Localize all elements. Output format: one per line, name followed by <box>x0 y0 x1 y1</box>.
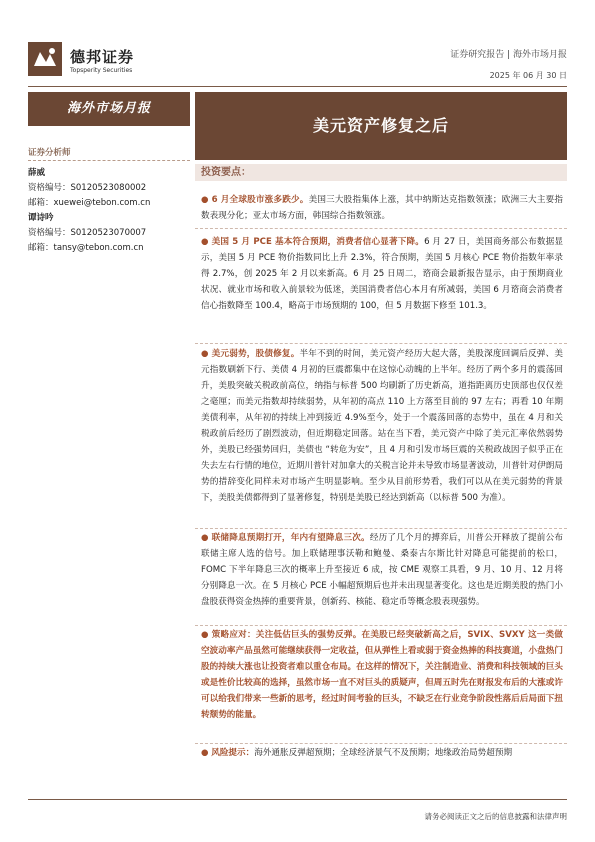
key-point-5 <box>201 627 563 723</box>
analyst-email[interactable]: 邮箱：xuewei@tebon.com.cn <box>28 198 151 208</box>
section-divider <box>195 528 567 529</box>
bullet-icon: ● <box>201 237 212 247</box>
bullet-icon: ● <box>201 349 212 359</box>
logo-name-en: Topsperity Securities <box>70 67 133 74</box>
key-points-heading: 投资要点： <box>201 167 251 178</box>
logo-name-cn: 德邦证券 <box>70 48 135 66</box>
key-point-4 <box>201 530 563 610</box>
analyst-cert: 资格编号：S0120523080002 <box>28 183 147 193</box>
key-point-emphasis: 关注低估巨头的强势反弹。在美股已经突破新高之后，SVIX、SVXY 这一类做空波动率产品虽然可能继续获得一定收益，但从弹性上看或弱于资金热捧的科技赛道，小盘热门股的持续大涨也让投资者难以重仓布局。在这样的情况下，关注制造业、消费和科技领域的巨头或是性价比较高的选择，虽然市场一直不对巨头的质疑声，但周五时先在财报发布后的大涨或许可以给我们带来一些新的思考，经过时间考验的巨头，不缺乏在行业竞争阶段性落后后局面下扭转颓势的能量。 <box>201 630 563 720</box>
section-divider <box>195 228 567 229</box>
key-point-body: 美国三大股指集体上涨，其中纳斯达克指数领涨；欧洲三大主要指数表现分化；亚太市场方面，韩国综合指数领涨。 <box>201 195 563 221</box>
key-point-body: 经历了几个月的搏弈后，川普公开释放了提前公布联储主席人选的信号。加上联储理事沃勒和鲍曼、桑泰古尔斯比针对降息可能提前的松口，FOMC 下半年降息三次的概率上升至接近 6 成，按 CME 观察工具看，9 月、10 月、12 月将分别降息一次。在 5 月核心 PCE 小幅超预期后也并未出现显著变化。这也是近期美股的热门小盘股获得资金热捧的重要背景，创新药、核能、稳定币等概念股表现强势。 <box>201 533 563 607</box>
key-point-lead: 联储降息预期打开，年内有望降息三次。 <box>211 533 370 543</box>
key-point-6 <box>201 745 563 761</box>
key-point-body: 海外通胀反弹超预期；全球经济景气不及预期；地缘政治局势超预期 <box>254 748 513 758</box>
bullet-icon: ● <box>201 630 212 640</box>
analyst-divider <box>28 160 190 161</box>
key-point-lead: 美元弱势，股债修复。 <box>211 349 300 359</box>
bullet-icon: ● <box>201 195 212 205</box>
footer-disclaimer[interactable]: 请务必阅读正文之后的信息披露和法律声明 <box>424 812 567 821</box>
key-point-3 <box>201 346 563 506</box>
key-point-lead: 美国 5 月 PCE 基本符合预期，消费者信心显著下降。 <box>211 237 425 247</box>
report-type: 证券研究报告 | 海外市场月报 <box>450 50 567 60</box>
analyst-name: 谭诗吟 <box>28 213 54 223</box>
key-point-lead: 6 月全球股市涨多跌少。 <box>211 195 309 205</box>
logo-icon <box>28 42 62 76</box>
key-point-lead: 策略应对： <box>211 630 256 640</box>
section-divider <box>195 625 567 626</box>
key-point-1 <box>201 192 563 224</box>
analyst-name: 薛威 <box>28 168 46 178</box>
key-point-body: 6 月 27 日，美国商务部公布数据显示，美国 5 月 PCE 物价指数同比上升 2.3%，符合预期，美国 5 月核心 PCE 物价指数年率录得 2.7%，创 2025 年 2 月以来新高。6 月 25 日周二，谘商会最新报告显示，由于预期商业状况、就业市场和收入前景较为低迷，美国消费者信心本月有所减弱，美国 6 月谘商会消费者信心指数降至 100.4，略高于市场预期的 100，但 5 月数据下修至 101.3。 <box>201 237 563 311</box>
analyst-heading: 证券分析师 <box>28 148 71 158</box>
report-date: 2025 年 06 月 30 日 <box>489 71 567 80</box>
header-divider <box>28 86 567 87</box>
bullet-icon: ● <box>201 748 212 758</box>
section-divider <box>195 343 567 344</box>
key-point-lead: 风险提示： <box>211 748 255 758</box>
section-divider <box>195 743 567 744</box>
key-point-body: 半年不到的时间，美元资产经历大起大落，美股深度回调后反弹、美元指数刷新下行、美债 4 月初的巨震都集中在这惊心动魄的上半年。经历了两个多月的震荡回升，美股突破关税政前高位，纳指与标普 500 均刷新了历史新高，道指距离历史顶部也仅仅差之毫厘；而美元指数却持续弱势，从年初的高点 110 上方落至目前的 97 左右；再看 10 年期美债利率，从年初的持续上冲到接近 4.9%至今，处于一个震荡回落的态势中，虽在 4 月和关税政前后经历了剧烈波动，但近期稳定回落。站在当下看，美元资产中除了美元汇率依然弱势外，美股已经强势回归，美债也 “转危为安”，且 4 月和引发市场巨震的关税政战因子似乎正在失去左右行情的地位，近期川普针对加拿大的关税言论并未导致市场显著波动，川普针对伊朗局势的措辞变化同样未对市场产生明显影响。至少从目前形势看，我们可以从在美元弱势的背景下，美股美债都得到了显著修复，特别是美股已经达到新高（以标普 500 为准）。 <box>201 349 563 503</box>
key-point-2 <box>201 234 563 314</box>
report-title: 美元资产修复之后 <box>312 116 449 135</box>
report-category: 海外市场月报 <box>66 101 151 116</box>
analyst-cert: 资格编号：S0120523070007 <box>28 228 147 238</box>
bullet-icon: ● <box>201 533 212 543</box>
analyst-email[interactable]: 邮箱：tansy@tebon.com.cn <box>28 243 144 253</box>
footer-divider <box>28 799 567 800</box>
